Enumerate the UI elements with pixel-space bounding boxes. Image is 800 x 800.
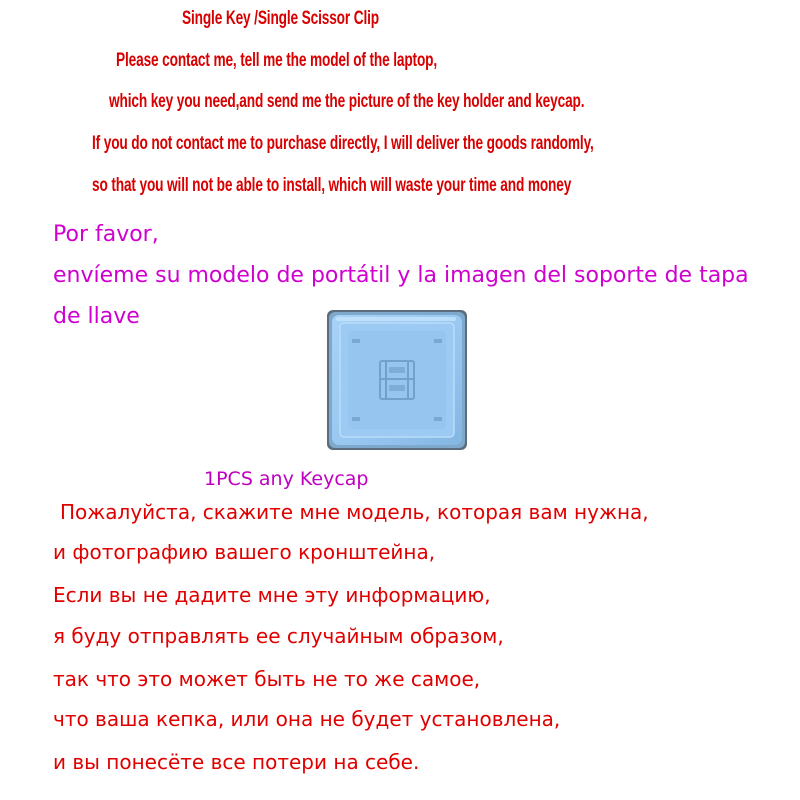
spanish-line-3: de llave (53, 304, 140, 329)
spanish-line-1: Por favor, (53, 222, 159, 247)
russian-line-5: так что это может быть не то же самое, (53, 667, 481, 691)
spanish-line-2: envíeme su modelo de portátil y la imagen del soporte de tapa (53, 263, 749, 288)
russian-line-7: и вы понесёте все потери на себе. (53, 750, 420, 774)
english-line-4: so that you will not be able to install, which will waste your time and money (92, 175, 572, 196)
english-line-3: If you do not contact me to purchase directly, I will deliver the goods randomly, (92, 133, 594, 154)
english-line-2: which key you need,and send me the picture of the key holder and keycap. (109, 91, 585, 112)
russian-line-3: Если вы не дадите мне эту информацию, (53, 583, 491, 607)
english-title: Single Key /Single Scissor Clip (182, 8, 379, 29)
russian-line-1: Пожалуйста, скажите мне модель, которая вам нужна, (60, 500, 649, 524)
english-line-1: Please contact me, tell me the model of the laptop, (116, 50, 438, 71)
product-caption: 1PCS any Keycap (204, 468, 369, 490)
keycap-photo (326, 309, 468, 451)
russian-line-2: и фотографию вашего кронштейна, (53, 540, 436, 564)
russian-line-6: что ваша кепка, или она не будет установлена, (53, 707, 561, 731)
russian-line-4: я буду отправлять ее случайным образом, (53, 624, 504, 648)
